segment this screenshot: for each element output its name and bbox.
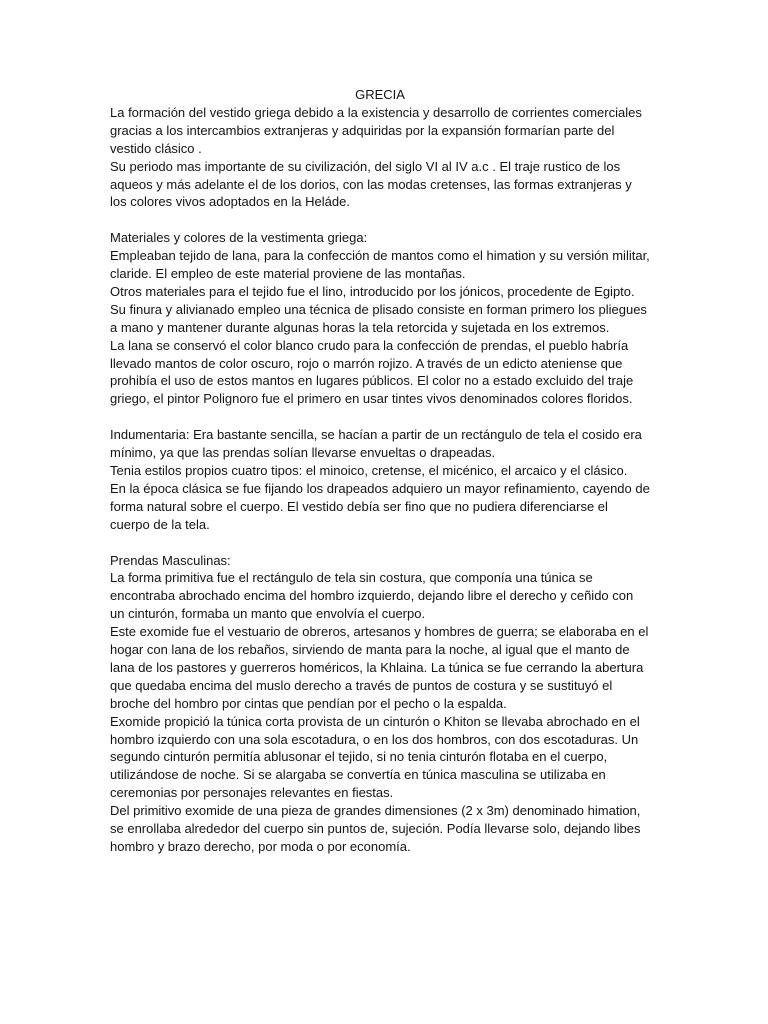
paragraph: La lana se conservó el color blanco crudo para la confección de prendas, el pueblo habría llevado mantos de color oscuro, rojo o marrón rojizo. A través de un edicto ateniense que prohibía el uso de estos mantos en lugares públicos. El color no a estado excluido del traje griego, el pintor Polignoro fue el primero en usar tintes vivos denominados colores floridos.	[110, 337, 634, 407]
section-heading-prendas: Prendas Masculinas:	[110, 552, 231, 568]
paragraph-gap	[110, 534, 650, 552]
paragraph: La forma primitiva fue el rectángulo de tela sin costura, que componía una túnica se encontraba abrochado encima del hombro izquierdo, dejando libre el derecho y ceñido con un cinturón, formaba un manto que envolvía el cuerpo.	[110, 570, 634, 622]
document-page	[110, 86, 650, 856]
paragraph: Este exomide fue el vestuario de obreros, artesanos y hombres de guerra; se elaboraba en el hogar con lana de los rebaños, sirviendo de manta para la noche, al igual que el manto de lana de los pastores y guerreros homéricos, la Khlaina. La túnica se fue cerrando la abertura que quedaba encima del muslo derecho a través de puntos de costura y se sustituyó el broche del hombro por cintas que pendían por el pecho o la espalda.	[110, 624, 649, 711]
paragraph: Empleaban tejido de lana, para la confección de mantos como el himation y su versión militar, claride. El empleo de este material proviene de las montañas.	[110, 248, 650, 282]
paragraph: Otros materiales para el tejido fue el lino, introducido por los jónicos, procedente de Egipto. Su finura y alivianado empleo una técnica de plisado consiste en forman primero los pliegues a mano y mantener durante algunas horas la tela retorcida y sujetada en los extremos.	[110, 283, 647, 335]
section-indumentaria: Indumentaria: Era bastante sencilla, se hacían a partir de un rectángulo de tela el cosido era mínimo, ya que las prendas solían llevarse envueltas o drapeadas.	[110, 427, 642, 461]
paragraph: Del primitivo exomide de una pieza de grandes dimensiones (2 x 3m) denominado himation, se enrollaba alrededor del cuerpo sin puntos de, sujeción. Podía llevarse solo, dejando libes hombro y brazo derecho, por moda o por economía.	[110, 803, 641, 855]
paragraph: Tenia estilos propios cuatro tipos: el minoico, cretense, el micénico, el arcaico y el clásico.	[110, 463, 628, 478]
page-title: GRECIA	[355, 87, 405, 102]
paragraph-gap	[110, 408, 650, 426]
paragraph: En la época clásica se fue fijando los drapeados adquiero un mayor refinamiento, cayendo de forma natural sobre el cuerpo. El vestido debía ser fino que no pudiera diferenciarse el cuerpo de la tela.	[110, 480, 650, 532]
paragraph: Su periodo mas importante de su civilización, del siglo VI al IV a.c . El traje rustico de los aqueos y más adelante el de los dorios, con las modas cretenses, las formas extranjeras y los colores vivos adoptados en la Heláde.	[110, 158, 632, 210]
paragraph: La formación del vestido griega debido a la existencia y desarrollo de corrientes comerciales gracias a los intercambios extranjeras y adquiridas por la expansión formarían parte del vestido clásico .	[110, 104, 642, 156]
section-heading-materiales: Materiales y colores de la vestimenta griega:	[110, 230, 368, 246]
paragraph: Exomide propició la túnica corta provista de un cinturón o Khiton se llevaba abrochado en el hombro izquierdo con una sola escotadura, o en los dos hombros, con dos escotaduras. Un segundo cinturón permitía ablusonar el tejido, si no tenia cinturón flotaba en el cuerpo, utilizándose de noche. Si se alargaba se convertía en túnica masculina se utilizaba en ceremonias por personajes relevantes en fiestas.	[110, 713, 640, 801]
paragraph-gap	[110, 211, 650, 229]
